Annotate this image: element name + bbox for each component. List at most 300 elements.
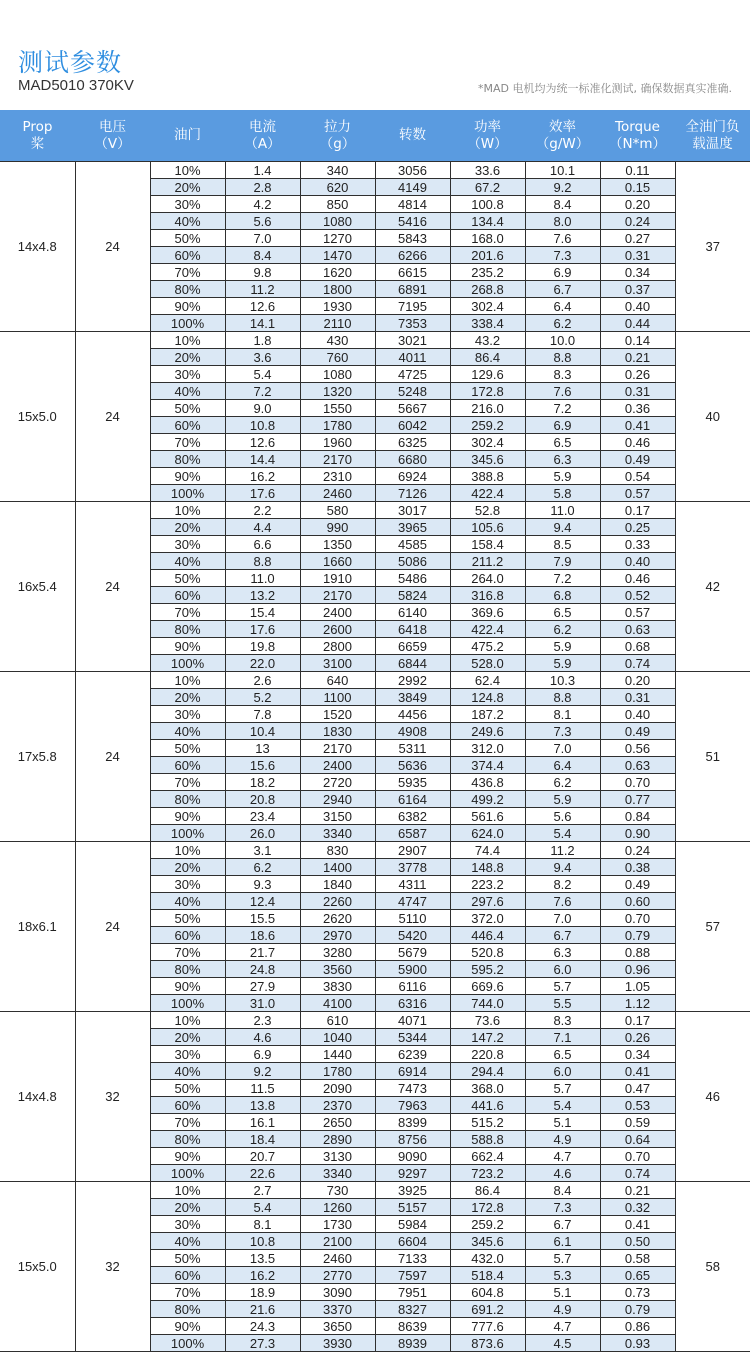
cell-current: 13.2 (225, 587, 300, 604)
cell-rpm: 5679 (375, 944, 450, 961)
cell-throttle: 100% (150, 315, 225, 332)
cell-thrust: 1520 (300, 706, 375, 723)
cell-power: 249.6 (450, 723, 525, 740)
cell-current: 20.7 (225, 1148, 300, 1165)
cell-torque: 0.41 (600, 1216, 675, 1233)
cell-power: 520.8 (450, 944, 525, 961)
cell-current: 27.9 (225, 978, 300, 995)
cell-efficiency: 4.7 (525, 1148, 600, 1165)
cell-power: 62.4 (450, 672, 525, 689)
cell-thrust: 1550 (300, 400, 375, 417)
cell-efficiency: 6.5 (525, 604, 600, 621)
cell-efficiency: 5.7 (525, 1250, 600, 1267)
cell-throttle: 90% (150, 978, 225, 995)
cell-torque: 0.31 (600, 383, 675, 400)
cell-thrust: 3830 (300, 978, 375, 995)
cell-efficiency: 7.6 (525, 893, 600, 910)
cell-rpm: 5667 (375, 400, 450, 417)
header-voltage-line2: （V） (94, 135, 131, 152)
cell-current: 17.6 (225, 485, 300, 502)
cell-thrust: 2400 (300, 604, 375, 621)
cell-torque: 0.38 (600, 859, 675, 876)
cell-efficiency: 7.0 (525, 910, 600, 927)
cell-current: 21.6 (225, 1301, 300, 1318)
cell-torque: 0.11 (600, 162, 675, 179)
cell-efficiency: 8.4 (525, 196, 600, 213)
cell-power: 338.4 (450, 315, 525, 332)
cell-rpm: 6418 (375, 621, 450, 638)
cell-throttle: 20% (150, 349, 225, 366)
cell-throttle: 40% (150, 1233, 225, 1250)
cell-throttle: 100% (150, 485, 225, 502)
cell-thrust: 1270 (300, 230, 375, 247)
cell-current: 2.6 (225, 672, 300, 689)
cell-thrust: 2800 (300, 638, 375, 655)
cell-rpm: 4747 (375, 893, 450, 910)
cell-throttle: 80% (150, 281, 225, 298)
cell-current: 10.4 (225, 723, 300, 740)
cell-full-throttle-temp: 57 (675, 842, 750, 1012)
cell-rpm: 4814 (375, 196, 450, 213)
cell-thrust: 2260 (300, 893, 375, 910)
cell-rpm: 7597 (375, 1267, 450, 1284)
cell-rpm: 6604 (375, 1233, 450, 1250)
cell-thrust: 2620 (300, 910, 375, 927)
cell-throttle: 50% (150, 1080, 225, 1097)
cell-power: 669.6 (450, 978, 525, 995)
cell-power: 220.8 (450, 1046, 525, 1063)
cell-torque: 0.21 (600, 349, 675, 366)
cell-throttle: 50% (150, 570, 225, 587)
cell-efficiency: 5.9 (525, 791, 600, 808)
cell-throttle: 30% (150, 1216, 225, 1233)
cell-efficiency: 8.8 (525, 349, 600, 366)
cell-power: 259.2 (450, 1216, 525, 1233)
cell-rpm: 5900 (375, 961, 450, 978)
cell-current: 14.4 (225, 451, 300, 468)
header-prop-line1: Prop (22, 118, 53, 135)
cell-power: 744.0 (450, 995, 525, 1012)
cell-thrust: 2720 (300, 774, 375, 791)
cell-torque: 0.70 (600, 774, 675, 791)
cell-rpm: 5311 (375, 740, 450, 757)
cell-power: 432.0 (450, 1250, 525, 1267)
cell-thrust: 610 (300, 1012, 375, 1029)
cell-voltage: 24 (75, 672, 150, 842)
cell-thrust: 990 (300, 519, 375, 536)
cell-throttle: 10% (150, 842, 225, 859)
cell-current: 12.4 (225, 893, 300, 910)
cell-efficiency: 9.2 (525, 179, 600, 196)
cell-power: 312.0 (450, 740, 525, 757)
cell-rpm: 6659 (375, 638, 450, 655)
cell-efficiency: 7.9 (525, 553, 600, 570)
cell-full-throttle-temp: 58 (675, 1182, 750, 1352)
cell-torque: 0.57 (600, 604, 675, 621)
cell-rpm: 5843 (375, 230, 450, 247)
cell-full-throttle-temp: 51 (675, 672, 750, 842)
cell-rpm: 3017 (375, 502, 450, 519)
cell-rpm: 6042 (375, 417, 450, 434)
cell-efficiency: 5.1 (525, 1284, 600, 1301)
cell-prop: 14x4.8 (0, 162, 75, 332)
cell-rpm: 3849 (375, 689, 450, 706)
header-power-line2: （W） (467, 135, 508, 152)
cell-efficiency: 6.1 (525, 1233, 600, 1250)
header-temp-line2: 载温度 (692, 135, 733, 152)
cell-torque: 0.41 (600, 417, 675, 434)
cell-power: 235.2 (450, 264, 525, 281)
cell-efficiency: 6.8 (525, 587, 600, 604)
cell-torque: 0.44 (600, 315, 675, 332)
cell-throttle: 80% (150, 621, 225, 638)
cell-torque: 0.34 (600, 1046, 675, 1063)
cell-efficiency: 6.4 (525, 298, 600, 315)
cell-current: 10.8 (225, 417, 300, 434)
page-subtitle: MAD5010 370KV (18, 77, 134, 94)
cell-current: 15.5 (225, 910, 300, 927)
cell-thrust: 1780 (300, 417, 375, 434)
cell-current: 15.4 (225, 604, 300, 621)
cell-efficiency: 4.9 (525, 1301, 600, 1318)
cell-thrust: 1260 (300, 1199, 375, 1216)
header-current-line2: （A） (244, 135, 281, 152)
cell-efficiency: 8.5 (525, 536, 600, 553)
cell-efficiency: 6.0 (525, 961, 600, 978)
cell-current: 18.6 (225, 927, 300, 944)
cell-throttle: 70% (150, 604, 225, 621)
cell-throttle: 30% (150, 1046, 225, 1063)
cell-rpm: 7951 (375, 1284, 450, 1301)
cell-efficiency: 6.3 (525, 451, 600, 468)
cell-rpm: 6680 (375, 451, 450, 468)
cell-efficiency: 5.9 (525, 468, 600, 485)
header-thrust (300, 110, 375, 162)
cell-power: 86.4 (450, 1182, 525, 1199)
cell-throttle: 20% (150, 179, 225, 196)
cell-power: 129.6 (450, 366, 525, 383)
cell-efficiency: 7.6 (525, 383, 600, 400)
cell-efficiency: 7.3 (525, 723, 600, 740)
cell-thrust: 1620 (300, 264, 375, 281)
cell-torque: 0.15 (600, 179, 675, 196)
cell-thrust: 1350 (300, 536, 375, 553)
cell-current: 11.0 (225, 570, 300, 587)
cell-power: 201.6 (450, 247, 525, 264)
cell-efficiency: 8.4 (525, 1182, 600, 1199)
cell-thrust: 2370 (300, 1097, 375, 1114)
cell-current: 7.2 (225, 383, 300, 400)
cell-current: 23.4 (225, 808, 300, 825)
cell-thrust: 1320 (300, 383, 375, 400)
cell-power: 67.2 (450, 179, 525, 196)
cell-torque: 0.33 (600, 536, 675, 553)
cell-efficiency: 8.1 (525, 706, 600, 723)
cell-thrust: 1910 (300, 570, 375, 587)
cell-throttle: 20% (150, 859, 225, 876)
cell-thrust: 1840 (300, 876, 375, 893)
cell-throttle: 100% (150, 1165, 225, 1182)
cell-voltage: 24 (75, 162, 150, 332)
cell-torque: 0.73 (600, 1284, 675, 1301)
cell-rpm: 5486 (375, 570, 450, 587)
cell-torque: 0.47 (600, 1080, 675, 1097)
cell-torque: 0.54 (600, 468, 675, 485)
cell-throttle: 30% (150, 196, 225, 213)
cell-current: 21.7 (225, 944, 300, 961)
cell-torque: 0.31 (600, 247, 675, 264)
cell-thrust: 3560 (300, 961, 375, 978)
cell-throttle: 40% (150, 723, 225, 740)
cell-power: 134.4 (450, 213, 525, 230)
cell-efficiency: 8.0 (525, 213, 600, 230)
cell-torque: 0.50 (600, 1233, 675, 1250)
cell-efficiency: 5.3 (525, 1267, 600, 1284)
cell-thrust: 3340 (300, 825, 375, 842)
cell-current: 2.2 (225, 502, 300, 519)
cell-current: 5.4 (225, 1199, 300, 1216)
cell-power: 595.2 (450, 961, 525, 978)
cell-rpm: 6116 (375, 978, 450, 995)
cell-efficiency: 7.2 (525, 400, 600, 417)
cell-current: 14.1 (225, 315, 300, 332)
cell-power: 475.2 (450, 638, 525, 655)
cell-thrust: 1830 (300, 723, 375, 740)
cell-torque: 1.05 (600, 978, 675, 995)
cell-power: 388.8 (450, 468, 525, 485)
cell-throttle: 80% (150, 1301, 225, 1318)
header-power (450, 110, 525, 162)
cell-throttle: 60% (150, 417, 225, 434)
disclaimer-note: *MAD 电机均为统一标准化测试, 确保数据真实准确. (478, 82, 732, 95)
cell-rpm: 6914 (375, 1063, 450, 1080)
cell-rpm: 4585 (375, 536, 450, 553)
cell-rpm: 6382 (375, 808, 450, 825)
cell-current: 16.2 (225, 468, 300, 485)
cell-torque: 0.26 (600, 366, 675, 383)
cell-rpm: 3778 (375, 859, 450, 876)
cell-efficiency: 6.2 (525, 315, 600, 332)
cell-thrust: 2110 (300, 315, 375, 332)
cell-current: 16.2 (225, 1267, 300, 1284)
cell-current: 8.8 (225, 553, 300, 570)
cell-current: 8.4 (225, 247, 300, 264)
cell-power: 518.4 (450, 1267, 525, 1284)
cell-thrust: 430 (300, 332, 375, 349)
cell-power: 124.8 (450, 689, 525, 706)
cell-thrust: 730 (300, 1182, 375, 1199)
cell-thrust: 2090 (300, 1080, 375, 1097)
cell-torque: 0.32 (600, 1199, 675, 1216)
cell-power: 422.4 (450, 621, 525, 638)
cell-rpm: 5086 (375, 553, 450, 570)
cell-throttle: 60% (150, 1097, 225, 1114)
cell-current: 6.9 (225, 1046, 300, 1063)
cell-torque: 0.86 (600, 1318, 675, 1335)
cell-power: 316.8 (450, 587, 525, 604)
page-title: 测试参数 (18, 48, 123, 77)
cell-thrust: 2650 (300, 1114, 375, 1131)
cell-rpm: 7353 (375, 315, 450, 332)
cell-rpm: 4725 (375, 366, 450, 383)
cell-power: 624.0 (450, 825, 525, 842)
cell-power: 873.6 (450, 1335, 525, 1352)
cell-rpm: 2992 (375, 672, 450, 689)
header-torque-line1: Torque (615, 118, 660, 135)
cell-torque: 0.96 (600, 961, 675, 978)
cell-thrust: 2460 (300, 485, 375, 502)
cell-rpm: 5935 (375, 774, 450, 791)
cell-rpm: 8939 (375, 1335, 450, 1352)
cell-rpm: 6924 (375, 468, 450, 485)
cell-thrust: 1470 (300, 247, 375, 264)
cell-power: 499.2 (450, 791, 525, 808)
cell-rpm: 2907 (375, 842, 450, 859)
header-voltage-line1: 电压 (99, 118, 126, 135)
cell-rpm: 5344 (375, 1029, 450, 1046)
cell-torque: 0.25 (600, 519, 675, 536)
cell-power: 723.2 (450, 1165, 525, 1182)
cell-efficiency: 4.7 (525, 1318, 600, 1335)
cell-torque: 0.60 (600, 893, 675, 910)
cell-efficiency: 5.4 (525, 1097, 600, 1114)
cell-torque: 0.52 (600, 587, 675, 604)
cell-rpm: 9090 (375, 1148, 450, 1165)
cell-thrust: 1440 (300, 1046, 375, 1063)
cell-thrust: 2890 (300, 1131, 375, 1148)
cell-efficiency: 8.2 (525, 876, 600, 893)
cell-current: 19.8 (225, 638, 300, 655)
cell-torque: 0.21 (600, 1182, 675, 1199)
cell-current: 5.4 (225, 366, 300, 383)
cell-thrust: 3340 (300, 1165, 375, 1182)
cell-power: 223.2 (450, 876, 525, 893)
cell-efficiency: 7.3 (525, 247, 600, 264)
cell-rpm: 7473 (375, 1080, 450, 1097)
cell-throttle: 70% (150, 434, 225, 451)
cell-rpm: 6844 (375, 655, 450, 672)
cell-torque: 0.40 (600, 706, 675, 723)
cell-throttle: 100% (150, 995, 225, 1012)
cell-rpm: 5157 (375, 1199, 450, 1216)
cell-rpm: 8327 (375, 1301, 450, 1318)
cell-thrust: 1660 (300, 553, 375, 570)
cell-torque: 0.49 (600, 451, 675, 468)
cell-prop: 18x6.1 (0, 842, 75, 1012)
cell-power: 264.0 (450, 570, 525, 587)
cell-throttle: 50% (150, 740, 225, 757)
cell-prop: 15x5.0 (0, 332, 75, 502)
cell-torque: 0.14 (600, 332, 675, 349)
cell-rpm: 5984 (375, 1216, 450, 1233)
cell-current: 24.8 (225, 961, 300, 978)
cell-rpm: 6891 (375, 281, 450, 298)
cell-rpm: 3965 (375, 519, 450, 536)
cell-power: 168.0 (450, 230, 525, 247)
cell-torque: 0.65 (600, 1267, 675, 1284)
cell-power: 588.8 (450, 1131, 525, 1148)
cell-torque: 1.12 (600, 995, 675, 1012)
cell-thrust: 830 (300, 842, 375, 859)
cell-current: 9.0 (225, 400, 300, 417)
cell-torque: 0.74 (600, 1165, 675, 1182)
cell-throttle: 60% (150, 757, 225, 774)
cell-thrust: 3100 (300, 655, 375, 672)
table-row (0, 1012, 750, 1029)
cell-efficiency: 9.4 (525, 519, 600, 536)
cell-rpm: 3021 (375, 332, 450, 349)
cell-torque: 0.27 (600, 230, 675, 247)
cell-thrust: 4100 (300, 995, 375, 1012)
cell-current: 6.6 (225, 536, 300, 553)
cell-power: 374.4 (450, 757, 525, 774)
cell-power: 345.6 (450, 1233, 525, 1250)
cell-throttle: 100% (150, 1335, 225, 1352)
cell-thrust: 760 (300, 349, 375, 366)
cell-current: 3.6 (225, 349, 300, 366)
cell-thrust: 2170 (300, 740, 375, 757)
cell-power: 691.2 (450, 1301, 525, 1318)
cell-torque: 0.74 (600, 655, 675, 672)
cell-power: 302.4 (450, 434, 525, 451)
cell-power: 372.0 (450, 910, 525, 927)
cell-efficiency: 6.9 (525, 417, 600, 434)
cell-thrust: 2460 (300, 1250, 375, 1267)
cell-thrust: 3150 (300, 808, 375, 825)
cell-prop: 17x5.8 (0, 672, 75, 842)
header-torque-line2: （N*m） (609, 135, 666, 152)
cell-rpm: 4011 (375, 349, 450, 366)
cell-throttle: 90% (150, 1148, 225, 1165)
cell-power: 441.6 (450, 1097, 525, 1114)
cell-rpm: 8756 (375, 1131, 450, 1148)
table-row (0, 672, 750, 689)
cell-power: 187.2 (450, 706, 525, 723)
cell-throttle: 20% (150, 1199, 225, 1216)
cell-power: 369.6 (450, 604, 525, 621)
cell-throttle: 100% (150, 825, 225, 842)
cell-rpm: 4456 (375, 706, 450, 723)
cell-efficiency: 5.9 (525, 638, 600, 655)
cell-throttle: 20% (150, 689, 225, 706)
cell-thrust: 1800 (300, 281, 375, 298)
cell-efficiency: 6.9 (525, 264, 600, 281)
cell-efficiency: 6.3 (525, 944, 600, 961)
cell-efficiency: 7.3 (525, 1199, 600, 1216)
cell-torque: 0.70 (600, 1148, 675, 1165)
cell-power: 302.4 (450, 298, 525, 315)
cell-torque: 0.93 (600, 1335, 675, 1352)
cell-current: 2.7 (225, 1182, 300, 1199)
cell-current: 5.2 (225, 689, 300, 706)
header-power-line1: 功率 (474, 118, 501, 135)
header-full-throttle-temp (675, 110, 750, 162)
cell-efficiency: 5.5 (525, 995, 600, 1012)
cell-efficiency: 7.2 (525, 570, 600, 587)
cell-efficiency: 10.1 (525, 162, 600, 179)
cell-thrust: 1040 (300, 1029, 375, 1046)
cell-torque: 0.63 (600, 757, 675, 774)
header-voltage (75, 110, 150, 162)
table-row (0, 1182, 750, 1199)
header-rpm (375, 110, 450, 162)
cell-torque: 0.34 (600, 264, 675, 281)
cell-throttle: 50% (150, 1250, 225, 1267)
cell-current: 10.8 (225, 1233, 300, 1250)
cell-throttle: 90% (150, 298, 225, 315)
cell-current: 22.6 (225, 1165, 300, 1182)
cell-current: 18.4 (225, 1131, 300, 1148)
